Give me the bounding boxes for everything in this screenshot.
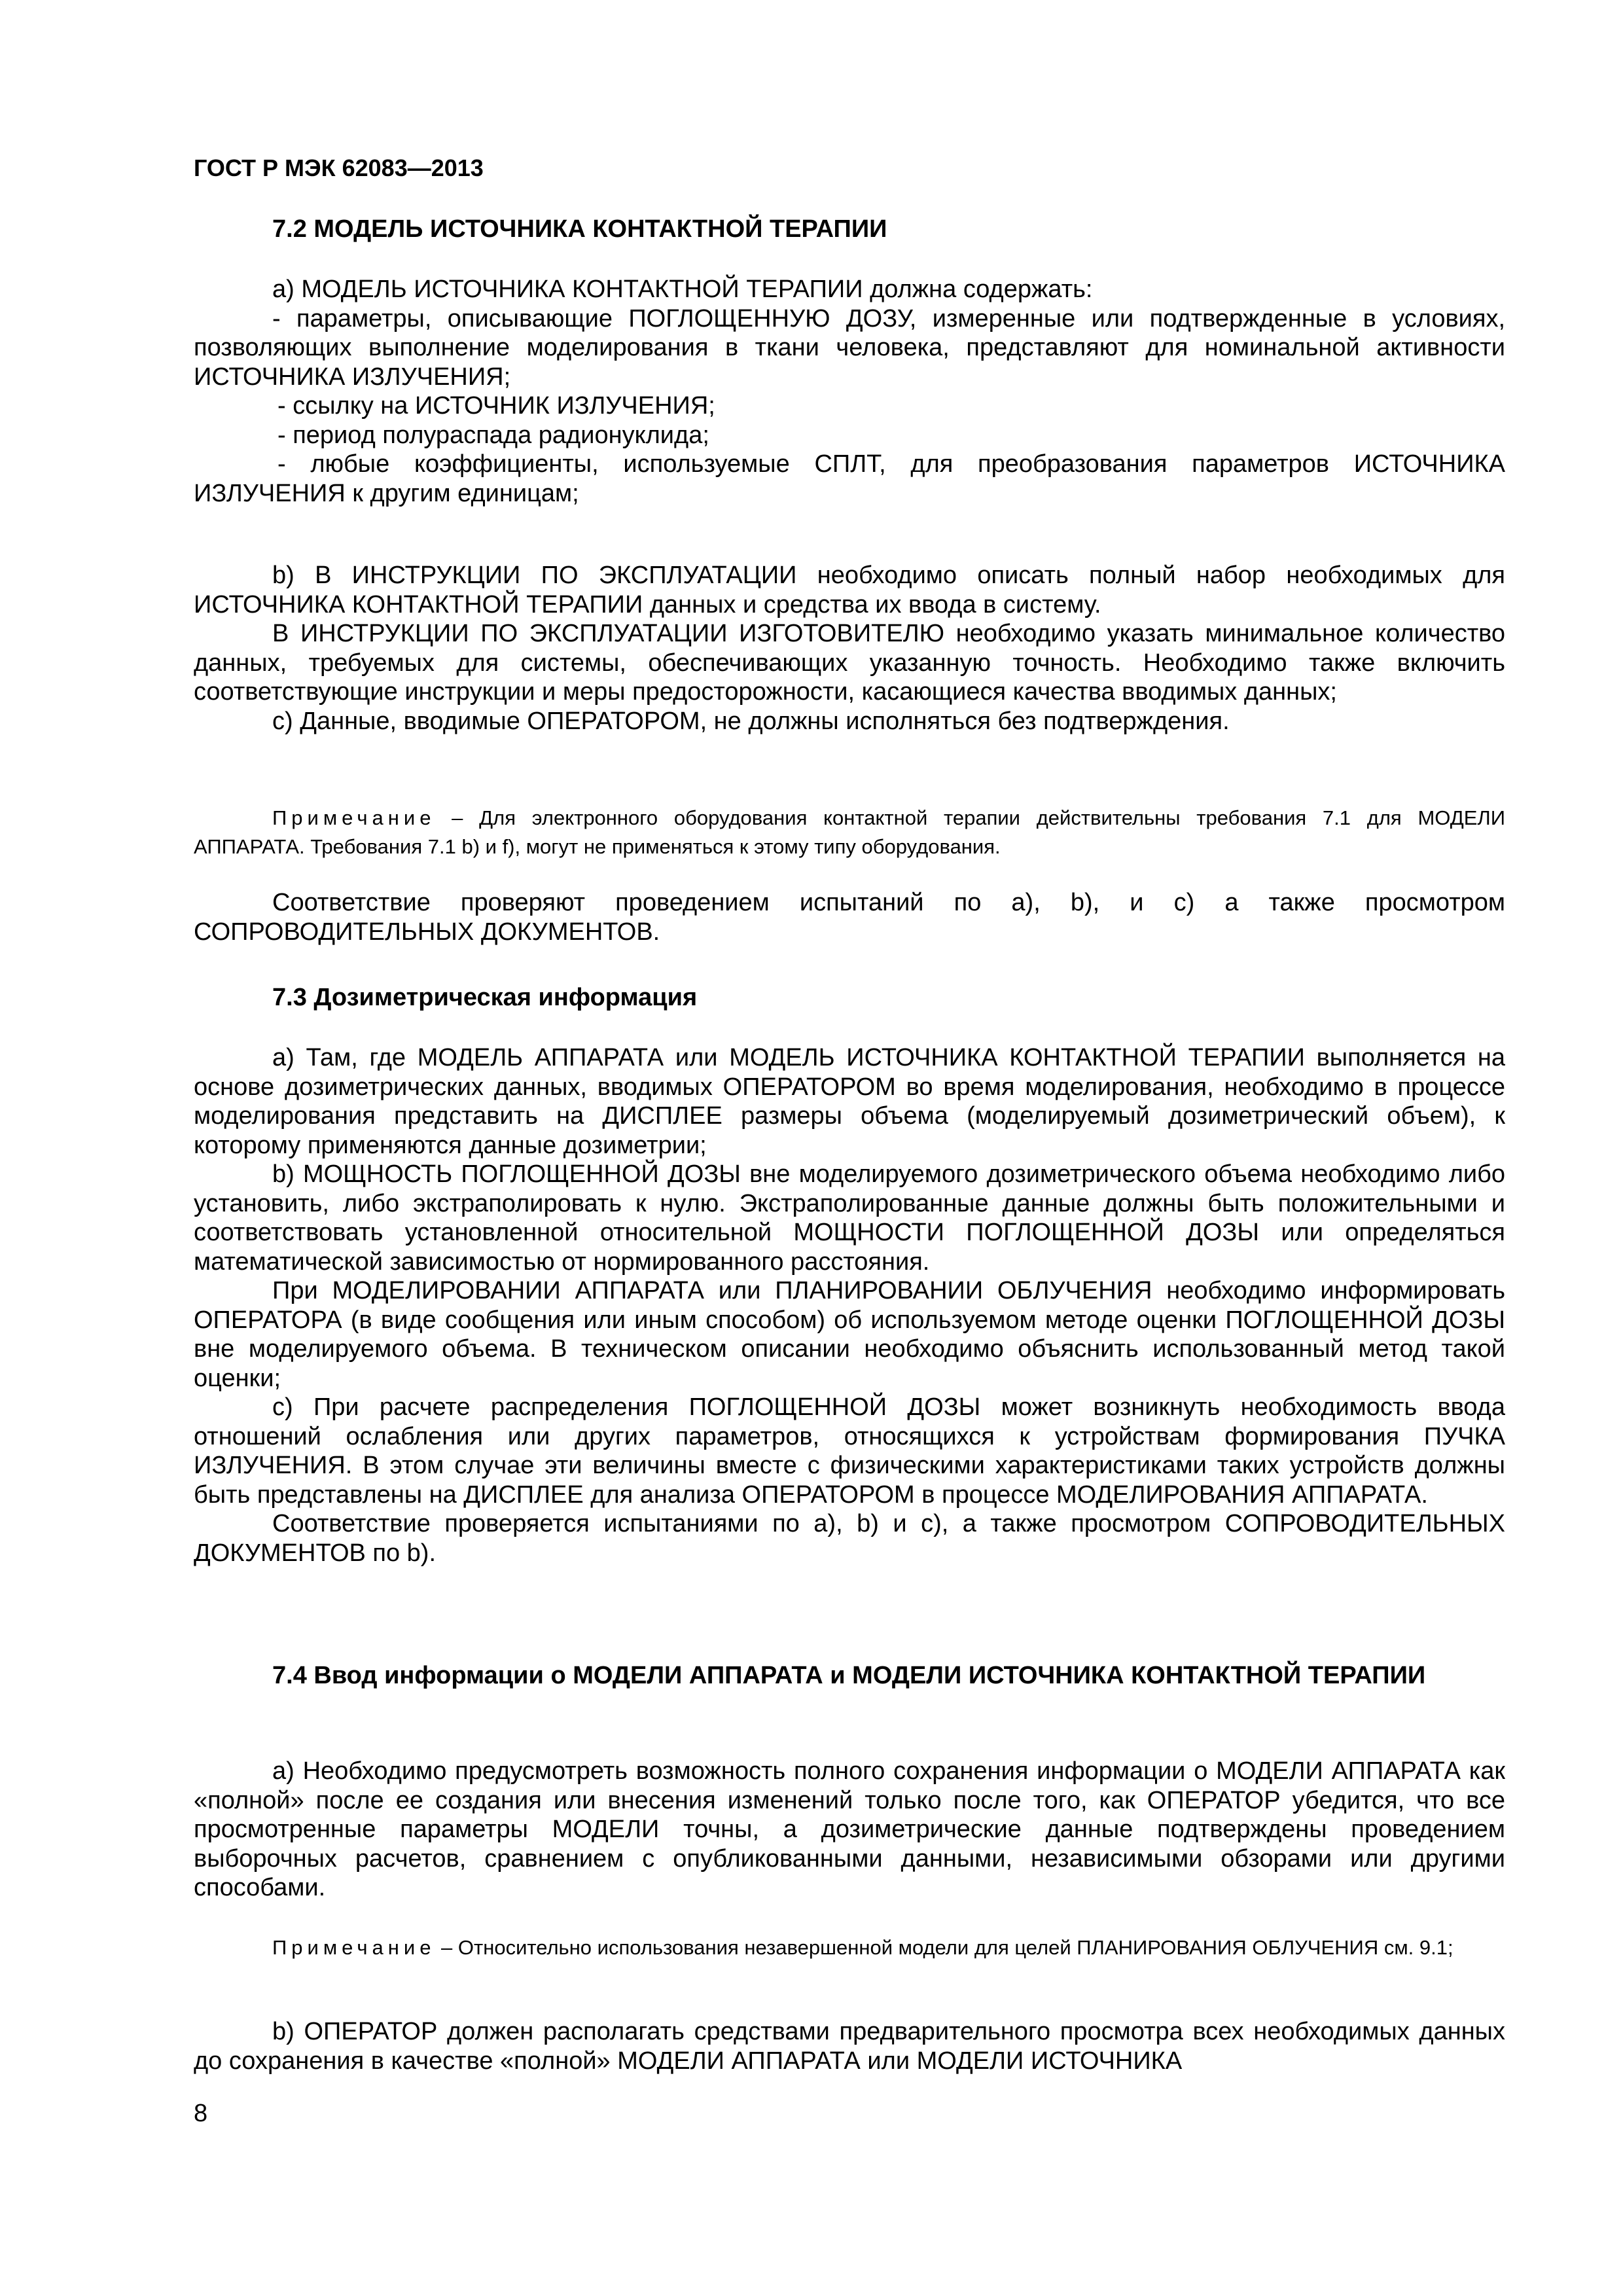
paragraph-7-2-a1: - параметры, описывающие ПОГЛОЩЕННУЮ ДОЗУ, измеренные или подтвержденные в условиях, позволяющих выполнение моделирования в ткани человека, представляют для номинальной активности ИСТОЧНИКА ИЗЛУЧЕНИЯ; (194, 304, 1505, 391)
section-7-4 (194, 1661, 1505, 1690)
paragraph-7-4-a: а) Необходимо предусмотреть возможность полного сохранения информации о МОДЕЛИ АППАРАТА как «полной» после ее создания или внесения изменений только после того, как ОПЕРАТОР убедится, что все просмотренные параметры МОДЕЛИ точны, а дозиметрические данные подтверждены проведением выборочных расчетов, сравнением с опубликованными данными, независимыми обзорами или другими способами. (194, 1757, 1505, 1901)
paragraph-7-3-a: а) Там, где МОДЕЛЬ АППАРАТА или МОДЕЛЬ ИСТОЧНИКА КОНТАКТНОЙ ТЕРАПИИ выполняется на основе дозиметрических данных, вводимых ОПЕРАТОРОМ во время моделирования, необходимо в процессе моделирования представить на ДИСПЛЕЕ размеры объема (моделируемый дозиметрический объем), к которому применяются данные дозиметрии; (194, 1044, 1505, 1159)
note-label: Примечание (272, 806, 436, 829)
paragraph-7-2-a4: - любые коэффициенты, используемые СПЛТ, для преобразования параметров ИСТОЧНИКА ИЗЛУЧЕНИЯ к другим единицам; (194, 450, 1505, 507)
section-7-2 (194, 215, 1505, 243)
paragraph-7-3-c: с) При расчете распределения ПОГЛОЩЕННОЙ ДОЗЫ может возникнуть необходимость ввода отношений ослабления или других параметров, относящихся к устройствам формирования ПУЧКА ИЗЛУЧЕНИЯ. В этом случае эти величины вместе с физическими характеристиками таких устройств должны быть представлены на ДИСПЛЕЕ для анализа ОПЕРАТОРОМ в процессе МОДЕЛИРОВАНИЯ АППАРАТА. (194, 1393, 1505, 1509)
note-body: – Относительно использования незавершенной модели для целей ПЛАНИРОВАНИЯ ОБЛУЧЕНИЯ см. 9.1; (435, 1936, 1454, 1959)
note-7-4-text (194, 1933, 1505, 1962)
note-7-4 (194, 1933, 1505, 1962)
section-7-3-body (194, 1043, 1505, 1568)
section-7-2-body (194, 275, 1505, 508)
paragraph-7-2-b: b) В ИНСТРУКЦИИ ПО ЭКСПЛУАТАЦИИ необходимо описать полный набор необходимых для ИСТОЧНИКА КОНТАКТНОЙ ТЕРАПИИ данных и средства их ввода в систему. (194, 562, 1505, 619)
section-7-2-title: 7.2 МОДЕЛЬ ИСТОЧНИКА КОНТАКТНОЙ ТЕРАПИИ (272, 215, 887, 243)
section-7-4-body (194, 1757, 1505, 1903)
section-7-2-body-b (194, 561, 1505, 736)
note-body: – Для электронного оборудования контактной терапии действительны требования 7.1 для МОДЕЛИ АППАРАТА. Требования 7.1 b) и f), могут не применяться к этому типу оборудования. (194, 806, 1505, 858)
compliance-7-3-text: Соответствие проверяется испытаниями по а), b) и с), а также просмотром СОПРОВОДИТЕЛЬНЫХ ДОКУМЕНТОВ по b). (194, 1510, 1505, 1567)
paragraph-7-3-b: b) МОЩНОСТЬ ПОГЛОЩЕННОЙ ДОЗЫ вне моделируемого дозиметрического объема необходимо либо установить, либо экстраполировать к нулю. Экстраполированные данные должны быть положительными и соответствовать установленной относительной МОЩНОСТИ ПОГЛОЩЕННОЙ ДОЗЫ или определяться математической зависимостью от нормированного расстояния. (194, 1160, 1505, 1276)
compliance-7-2-text: Соответствие проверяют проведением испытаний по а), b), и с) а также просмотром СОПРОВОДИТЕЛЬНЫХ ДОКУМЕНТОВ. (194, 889, 1505, 946)
paragraph-7-2-b2: В ИНСТРУКЦИИ ПО ЭКСПЛУАТАЦИИ ИЗГОТОВИТЕЛЮ необходимо указать минимальное количество данных, требуемых для системы, обеспечивающих указанную точность. Необходимо также включить соответствующие инструкции и меры предосторожности, касающиеся качества вводимых данных; (194, 620, 1505, 706)
note-7-2-text (194, 804, 1505, 861)
section-7-4-title: 7.4 Ввод информации о МОДЕЛИ АППАРАТА и МОДЕЛИ ИСТОЧНИКА КОНТАКТНОЙ ТЕРАПИИ (272, 1662, 1426, 1689)
section-7-3-title: 7.3 Дозиметрическая информация (272, 984, 698, 1011)
note-7-2 (194, 804, 1505, 861)
paragraph-7-2-a: а) МОДЕЛЬ ИСТОЧНИКА КОНТАКТНОЙ ТЕРАПИИ должна содержать: (272, 276, 1093, 303)
paragraph-7-4-b: b) ОПЕРАТОР должен располагать средствами предварительного просмотра всех необходимых данных до сохранения в качестве «полной» МОДЕЛИ АППАРАТА или МОДЕЛИ ИСТОЧНИКА (194, 2018, 1505, 2075)
paragraph-7-2-a2: - ссылку на ИСТОЧНИК ИЗЛУЧЕНИЯ; (277, 392, 715, 420)
paragraph-7-3-b2: При МОДЕЛИРОВАНИИ АППАРАТА или ПЛАНИРОВАНИИ ОБЛУЧЕНИЯ необходимо информировать ОПЕРАТОРА (в виде сообщения или иным способом) об используемом методе оценки ПОГЛОЩЕННОЙ ДОЗЫ вне моделируемого объема. В техническом описании необходимо объяснить использованный метод такой оценки; (194, 1277, 1505, 1392)
section-7-3 (194, 983, 1505, 1012)
section-7-4-body-b (194, 2017, 1505, 2075)
compliance-7-2 (194, 888, 1505, 946)
document-header: ГОСТ Р МЭК 62083—2013 (194, 154, 484, 181)
note-label: Примечание (272, 1936, 436, 1959)
paragraph-7-2-c: с) Данные, вводимые ОПЕРАТОРОМ, не должны исполняться без подтверждения. (272, 707, 1230, 735)
page-number: 8 (194, 2100, 208, 2127)
paragraph-7-2-a3: - период полураспада радионуклида; (277, 421, 709, 449)
